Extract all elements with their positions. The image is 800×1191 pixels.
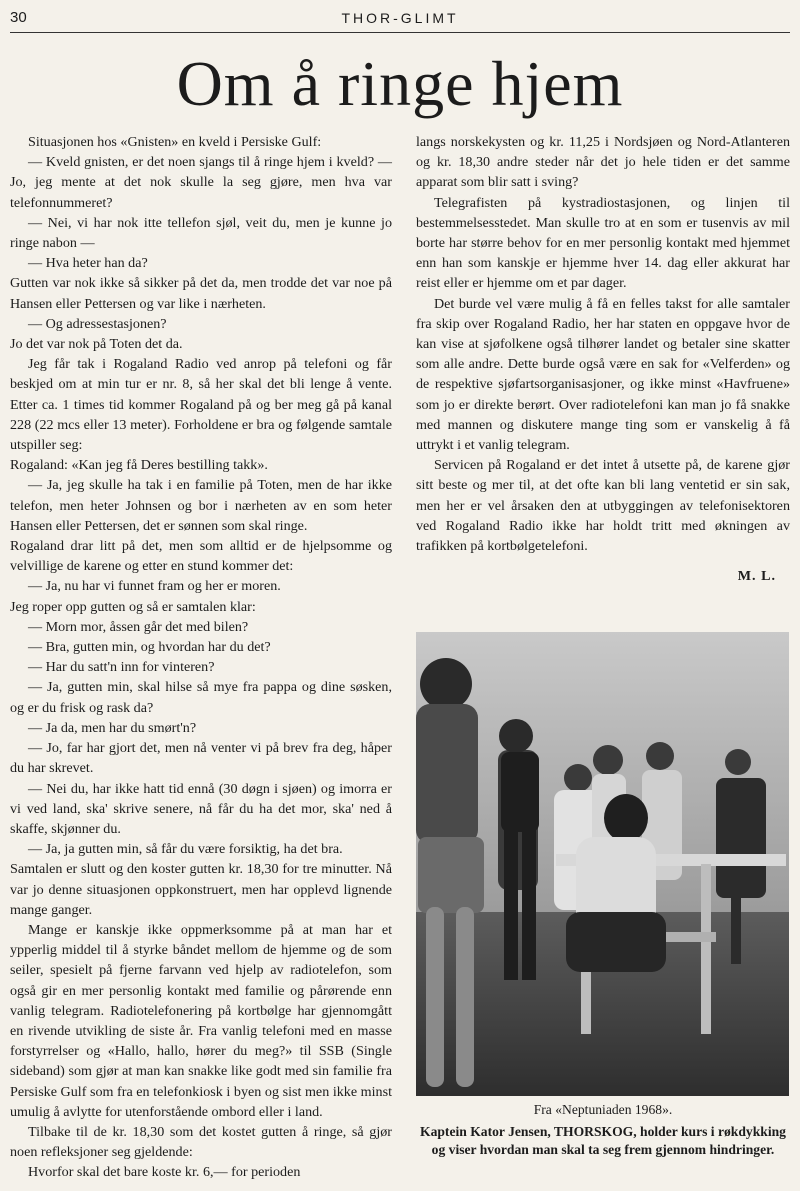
article-photo xyxy=(416,632,789,1096)
paragraph: Situasjonen hos «Gnisten» en kveld i Persiske Gulf: xyxy=(28,134,322,150)
paragraph: — Ja, ja gutten min, så får du være forsiktig, ha det bra. xyxy=(28,841,343,858)
paragraph: Telegrafisten på kystradiostasjonen, og linjen til bestemmelsesstedet. Man skulle tro at en som er tusenvis av mil borte har større behov for en mer personlig kontakt med hjemmet enn han som kanskje er hjemme hver 14. dag eller akkurat har reist eller er hjemme om et par dager. xyxy=(416,194,790,292)
page-number: 30 xyxy=(10,9,27,26)
photo-caption xyxy=(412,1101,794,1160)
author-signature: M. L. xyxy=(737,568,776,585)
paragraph: — Kveld gnisten, er det noen sjangs til å ringe hjem i kveld? — Jo, jeg mente at det nok skulle la seg gjøre, men hva var telefonnummeret? xyxy=(10,154,392,211)
paragraph: Gutten var nok ikke så sikker på det da, men trodde det var noe på Hansen eller Pettersen og var like i nærheten. xyxy=(10,275,392,312)
paragraph: Servicen på Rogaland er det intet å utsette på, de karene gjør sitt beste og mer til, at det ofte kan bli lang ventetid er sin sak, men her er vel årsaken den at utbyggingen av telefonisektoren ved Rogaland Radio ikke har holdt tritt med økningen av trafikken på kortbølgetelefoni. xyxy=(416,457,790,555)
caption-body: Kaptein Kator Jensen, THORSKOG, holder kurs i røkdykking og viser hvordan man skal ta seg frem gjennom hindringer. xyxy=(420,1123,786,1157)
paragraph: Hvorfor skal det bare koste kr. 6,— for perioden xyxy=(28,1164,301,1181)
paragraph: — Jo, far har gjort det, men nå venter vi på brev fra deg, håper du har skrevet. xyxy=(10,740,392,777)
photo-illustration xyxy=(416,632,789,1096)
paragraph: Rogaland drar litt på det, men som alltid er de hjelpsomme og velvillige de karene og etter en stund kommer det: xyxy=(10,538,392,575)
paragraph: — Bra, gutten min, og hvordan har du det? xyxy=(28,639,271,656)
paragraph: — Ja, gutten min, skal hilse så mye fra pappa og dine søsken, og er du frisk og rask da? xyxy=(10,679,392,716)
right-column xyxy=(416,132,790,586)
article-title: Om å ringe hjem xyxy=(176,48,624,119)
paragraph: Tilbake til de kr. 18,30 som det kostet gutten å ringe, så gjør noen refleksjoner seg gjeldende: xyxy=(10,1123,392,1161)
journal-name: THOR-GLIMT xyxy=(341,10,459,26)
paragraph: langs norskekysten og kr. 11,25 i Nordsjøen og Nord-Atlanteren og kr. 18,30 andre steder når det jo hele tiden er det samme apparat som blir satt i sving? xyxy=(416,134,790,191)
paragraph: Rogaland: «Kan jeg få Deres bestilling takk». xyxy=(10,457,268,474)
paragraph: — Ja, jeg skulle ha tak i en familie på Toten, men de har ikke telefon, men heter Johnsen og bor i nærheten av en som heter Hansen eller Pettersen, det er sønnen som skal ringe. xyxy=(10,477,392,534)
paragraph: Jeg roper opp gutten og så er samtalen klar: xyxy=(10,598,256,615)
page-header xyxy=(10,6,790,33)
paragraph: — Har du satt'n inn for vinteren? xyxy=(28,659,215,676)
paragraph: — Nei du, har ikke hatt tid ennå (30 døgn i sjøen) og imorra er vi ved land, ska' skrive senere, nå får du ha det mor, ska' ned å skaffe, skjønner du. xyxy=(10,780,392,837)
paragraph: Mange er kanskje ikke oppmerksomme på at man har et ypperlig middel til å styrke båndet mellom de hjemme og de som seiler, spesielt på fjerne farvann ved hjelp av radiotelefon, som også gir en mer personlig kontakt med familie og pårørende enn vanlig telegram. Radiotelefonering på kortbølge har gjennomgått en rivende utvikling de siste år. Fra vanlig telefoni med en masse forstyrrelser og «Hallo, hallo, hører du meg?» til SSB (Single sideband) som gjør at man kan snakke like godt med sin familie fra Persiske Gulf som fra en telefonkiosk i byen og sist men ikke minst umulig å avlytte for utenforstående ombord eller i land. xyxy=(10,921,392,1120)
paragraph: — Ja da, men har du smørt'n? xyxy=(28,719,197,736)
left-column xyxy=(10,132,392,1183)
paragraph: Jo det var nok på Toten det da. xyxy=(10,336,183,353)
paragraph: — Hva heter han da? xyxy=(28,255,148,272)
paragraph: Det burde vel være mulig å få en felles takst for alle samtaler fra skip over Rogaland Radio, her har staten en oppgave hvor de kan vise at sjøfolkene også tilhører landet og betaler sine skatter som alle andre. Dette burde også være en sak for «Velferden» og de respektive sjøfartsorganisasjoner, og ikke minst «Havfruene» som jo er direkte berørt. Over radiotelefoni kan man jo få snakke med mannen og diskutere mange ting som er vanskelig å få uttrykt i et vanlig telegram. xyxy=(416,295,790,454)
caption-title: Fra «Neptuniaden 1968». xyxy=(533,1102,673,1117)
paragraph: — Ja, nu har vi funnet fram og her er moren. xyxy=(28,578,281,595)
paragraph: — Og adressestasjonen? xyxy=(28,315,167,332)
paragraph: Jeg får tak i Rogaland Radio ved anrop på telefoni og får beskjed om at min tur er nr. 8, så her skal det bli lenge å vente. Etter ca. 1 times tid kommer Rogaland på og ber meg gå på kanal 228 (22 mcs eller 13 meter). Forholdene er bra og følgende samtale utspiller seg: xyxy=(10,356,392,454)
paragraph: — Morn mor, åssen går det med bilen? xyxy=(28,618,249,635)
paragraph: — Nei, vi har nok itte tellefon sjøl, veit du, men je kunne jo ringe nabon — xyxy=(10,214,392,252)
paragraph: Samtalen er slutt og den koster gutten kr. 18,30 for tre minutter. Nå var jo denne situasjonen oppkonstruert, men har opplevd lignende mange ganger. xyxy=(10,861,392,918)
